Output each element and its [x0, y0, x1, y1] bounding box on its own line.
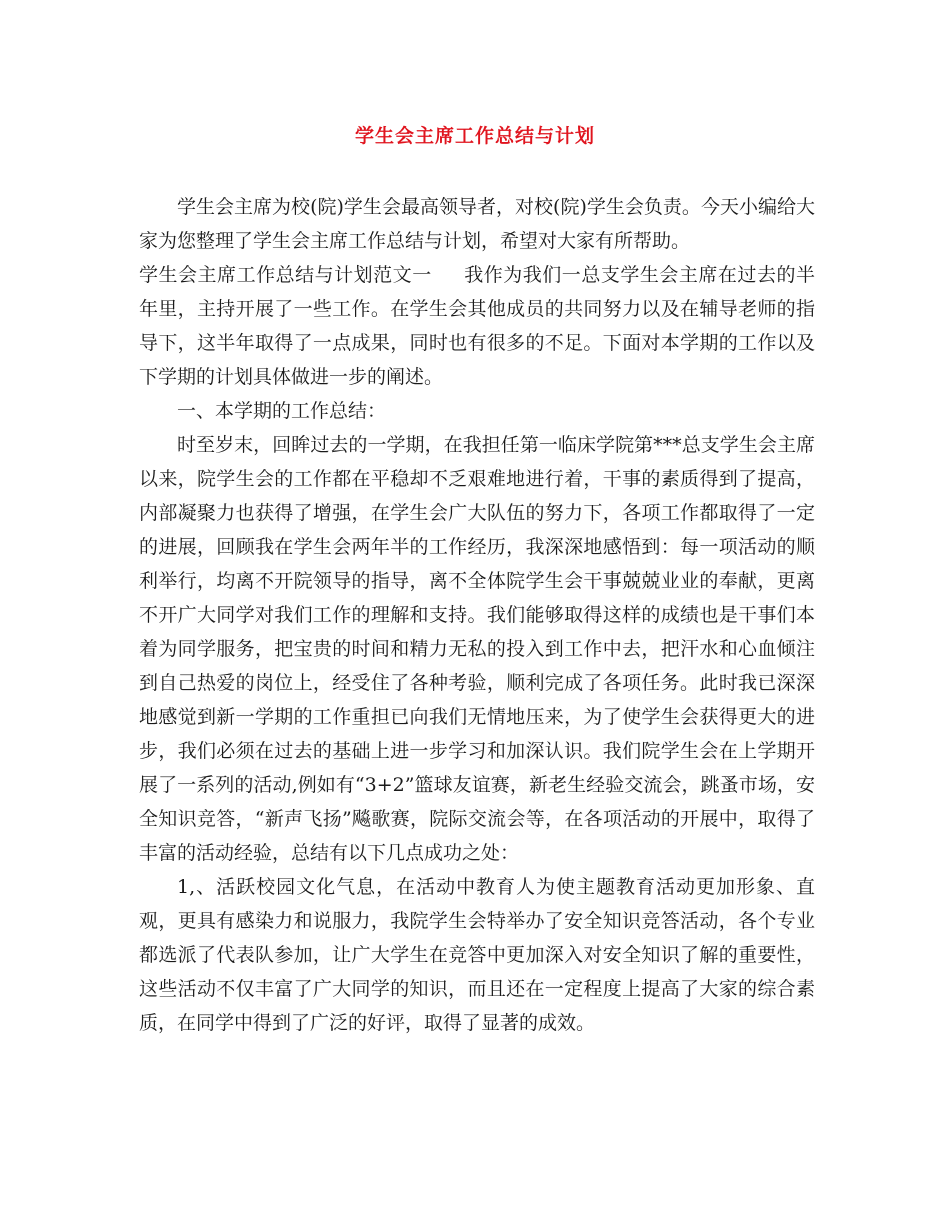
- section-heading: 一、本学期的工作总结：: [177, 400, 387, 422]
- sample-paragraph: [139, 258, 815, 394]
- document-body: [139, 190, 815, 1040]
- document-title: 学生会主席工作总结与计划: [354, 125, 595, 147]
- intro-paragraph: 学生会主席为校(院)学生会最高领导者，对校(院)学生会负责。今天小编给大家为您整理了学生会主席工作总结与计划，希望对大家有所帮助。: [139, 196, 815, 252]
- summary-paragraph: 时至岁末，回眸过去的一学期，在我担任第一临床学院第***总支学生会主席以来，院学生会的工作都在平稳却不乏艰难地进行着，干事的素质得到了提高，内部凝聚力也获得了增强，在学生会广大队伍的努力下，各项工作都取得了一定的进展，回顾我在学生会两年半的工作经历，我深深地感悟到：每一项活动的顺利举行，均离不开院领导的指导，离不全体院学生会干事兢兢业业的奉献，更离不开广大同学对我们工作的理解和支持。我们能够取得这样的成绩也是干事们本着为同学服务，把宝贵的时间和精力无私的投入到工作中去，把汗水和心血倾注到自己热爱的岗位上，经受住了各种考验，顺利完成了各项任务。此时我已深深地感觉到新一学期的工作重担已向我们无情地压来，为了使学生会获得更大的进步，我们必须在过去的基础上进一步学习和加深认识。我们院学生会在上学期开展了一系列的活动,例如有“3+2”篮球友谊赛，新老生经验交流会，跳蚤市场，安全知识竞答，“新声飞扬”飚歌赛，院际交流会等，在各项活动的开展中，取得了丰富的活动经验，总结有以下几点成功之处：: [139, 434, 815, 864]
- sample-heading: 学生会主席工作总结与计划范文一: [139, 264, 432, 286]
- point-1-paragraph: 1,、活跃校园文化气息，在活动中教育人为使主题教育活动更加形象、直观，更具有感染力和说服力，我院学生会特举办了安全知识竞答活动，各个专业都选派了代表队参加，让广大学生在竞答中更加深入对安全知识了解的重要性，这些活动不仅丰富了广大同学的知识，而且还在一定程度上提高了大家的综合素质，在同学中得到了广泛的好评，取得了显著的成效。: [139, 876, 815, 1034]
- sample-lead: 我作为我们一总支学生会主席在过去的半年里，主持开展了一些工作。在学生会其他成员的共同努力以及在辅导老师的指导下，这半年取得了一点成果，同时也有很多的不足。下面对本学期的工作以及下学期的计划具体做进一步的阐述。: [139, 264, 815, 388]
